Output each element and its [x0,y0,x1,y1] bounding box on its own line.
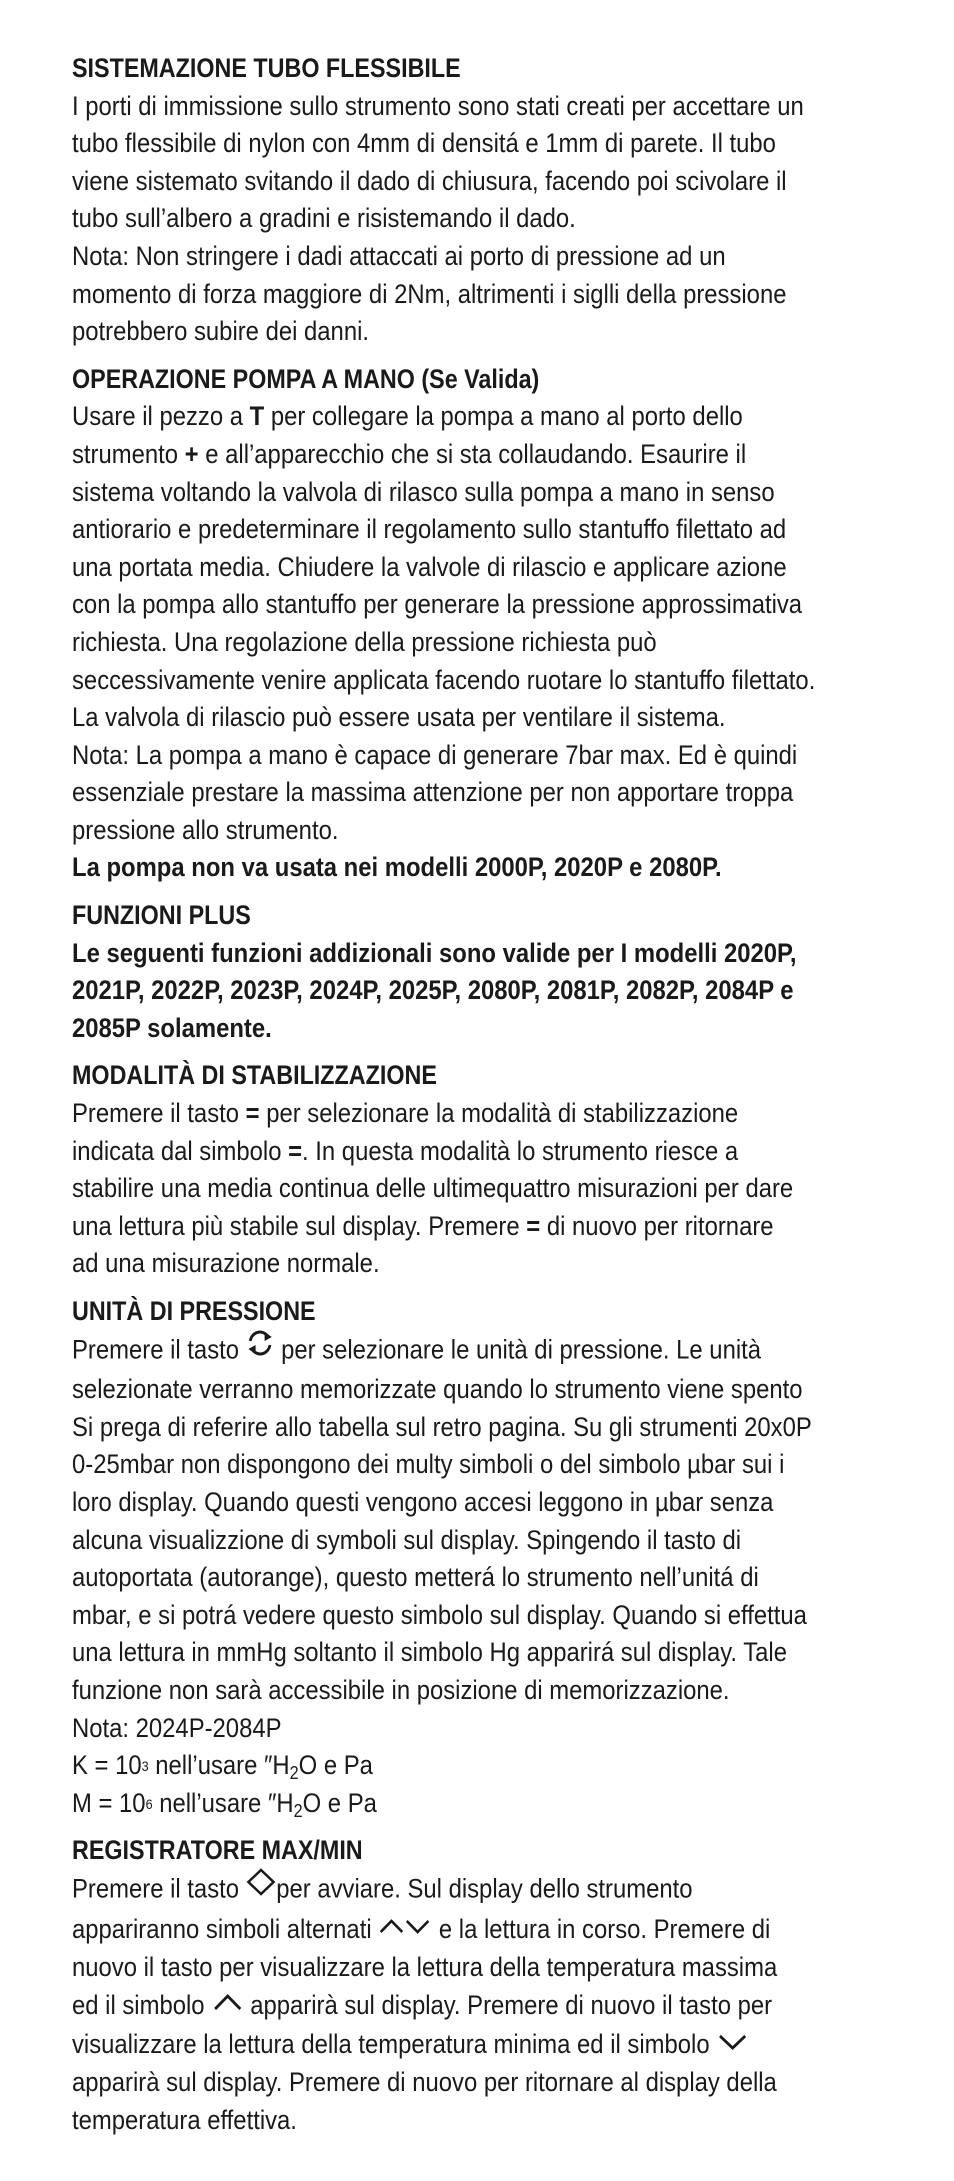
text-line: ed il simbolo apparirà sul display. Premere di nuovo il tasto per [72,1987,837,2026]
section-body [72,88,922,351]
section-body [72,398,922,887]
note-line: potrebbero subire dei danni. [72,316,370,347]
section-hose-fitting [72,50,922,351]
text-line: Si prega di referire allo tabella sul retro pagina. Su gli strumenti 20x0P [72,1411,812,1442]
section-title: MODALITÀ DI STABILIZZAZIONE [72,1060,437,1091]
text-line: mbar, e si potrá vedere questo simbolo sul display. Quando si effettua [72,1599,807,1630]
k-multiplier-line: $K = 10^3$ nell’usare $''H_2O$ e Pa [72,1750,373,1784]
min-symbol-icon [716,2024,748,2062]
text-line: Premere il tasto per avviare. Sul display dello strumento [72,1870,837,1911]
text-line: 2021P, 2022P, 2023P, 2024P, 2025P, 2080P, 2081P, 2082P, 2084P e [72,975,794,1006]
text-line: richiesta. Una regolazione della pressione richiesta può [72,626,657,657]
text-line: loro display. Quando questi vengono accesi leggono in µbar senza [72,1486,774,1517]
equals-key-symbol: = [288,1135,303,1166]
note-line: Nota: 2024P-2084P [72,1712,282,1743]
section-body [72,1870,922,2140]
section-body [72,935,922,1048]
text-line: Le seguenti funzioni addizionali sono valide per I modelli 2020P, [72,937,797,968]
section-plus-functions [72,897,922,1047]
text-line: 2085P solamente. [72,1012,272,1043]
note-line: essenziale prestare la massima attenzione per non apportare troppa [72,777,794,808]
equals-key-symbol: = [526,1210,541,1241]
text-line: stabilire una media continua delle ultimequattro misurazioni per dare [72,1173,794,1204]
max-min-symbols-icon [378,1909,432,1947]
text-line: tubo sull’albero a gradini e risistemando il dado. [72,203,576,234]
text-line: seccessivamente venire applicata facendo ruotare lo stantuffo filettato. [72,664,816,695]
t-piece-symbol: T [249,401,265,432]
text-line: 0-25mbar non dispongono dei multy simboli o del simbolo µbar sui i [72,1449,785,1480]
section-pressure-units [72,1293,922,1822]
text-line: strumento + e all’apparecchio che si sta collaudando. Esaurire il [72,438,747,469]
text-line: Usare il pezzo a T per collegare la pompa a mano al porto dello [72,401,743,432]
text-line: nuovo il tasto per visualizzare la lettura della temperatura massima [72,1952,778,1983]
note-line: pressione allo strumento. [72,814,339,845]
m-multiplier-line: $M = 10^6$ nell’usare $''H_2O$ e Pa [72,1787,377,1821]
note-line: momento di forza maggiore di 2Nm, altrimenti i siglli della pressione [72,278,787,309]
section-title: REGISTRATORE MAX/MIN [72,1835,363,1866]
plus-port-symbol: + [184,438,199,469]
manual-page [72,50,922,2150]
text-line: una portata media. Chiudere la valvole di rilascio e applicare azione [72,551,787,582]
text-line: apparirà sul display. Premere di nuovo per ritornare al display della [72,2067,777,2098]
section-hand-pump [72,361,922,887]
diamond-key-icon [246,1867,277,1908]
text-line: sistema voltando la valvola di rilasco sulla pompa a mano in senso [72,476,775,507]
text-line: Premere il tasto per selezionare le unità di pressione. Le unità [72,1331,837,1372]
text-line: una lettura in mmHg soltanto il simbolo Hg apparirá sul display. Tale [72,1637,787,1668]
text-line: antiorario e predeterminare il regolamento sullo stantuffo filettato ad [72,514,787,545]
equals-key-symbol: = [245,1098,260,1129]
text-line: temperatura effettiva. [72,2105,297,2136]
text-line: visualizzare la lettura della temperatura minima ed il simbolo [72,2026,837,2065]
section-stabilization-mode [72,1057,922,1283]
text-line: alcuna visualizzione di symboli sul display. Spingendo il tasto di [72,1524,742,1555]
warning-line: La pompa non va usata nei modelli 2000P, 2020P e 2080P. [72,852,722,883]
text-line: indicata dal simbolo =. In questa modalità lo strumento riesce a [72,1135,739,1166]
max-symbol-icon [211,1985,243,2023]
text-line: La valvola di rilascio può essere usata per ventilare il sistema. [72,702,726,733]
section-body [72,1331,922,1823]
text-line: I porti di immissione sullo strumento sono stati creati per accettare un [72,90,804,121]
section-max-min-recorder [72,1832,922,2139]
text-line: selezionate verranno memorizzate quando lo strumento viene spento [72,1374,803,1405]
text-line: con la pompa allo stantuffo per generare la pressione approssimativa [72,589,803,620]
section-body [72,1095,922,1283]
text-line: una lettura più stabile sul display. Premere = di nuovo per ritornare [72,1210,774,1241]
note-line: Nota: La pompa a mano è capace di generare 7bar max. Ed è quindi [72,739,798,770]
section-title: OPERAZIONE POMPA A MANO (Se Valida) [72,363,540,394]
text-line: viene sistemato svitando il dado di chiusura, facendo poi scivolare il [72,165,787,196]
cycle-units-icon [246,1328,275,1369]
note-line: Nota: Non stringere i dadi attaccati ai porto di pressione ad un [72,240,726,271]
text-line: funzione non sarà accessibile in posizione di memorizzazione. [72,1674,730,1705]
text-line: tubo flessibile di nylon con 4mm di densitá e 1mm di parete. Il tubo [72,128,776,159]
section-title: SISTEMAZIONE TUBO FLESSIBILE [72,53,461,83]
section-title: UNITÀ DI PRESSIONE [72,1296,316,1326]
text-line: ad una misurazione normale. [72,1248,380,1279]
text-line: autoportata (autorange), questo metterá lo strumento nell’unitá di [72,1562,759,1593]
text-line: Premere il tasto = per selezionare la modalità di stabilizzazione [72,1098,739,1129]
section-title: FUNZIONI PLUS [72,900,251,931]
text-line: appariranno simboli alternati e la lettura in corso. Premere di [72,1911,837,1950]
